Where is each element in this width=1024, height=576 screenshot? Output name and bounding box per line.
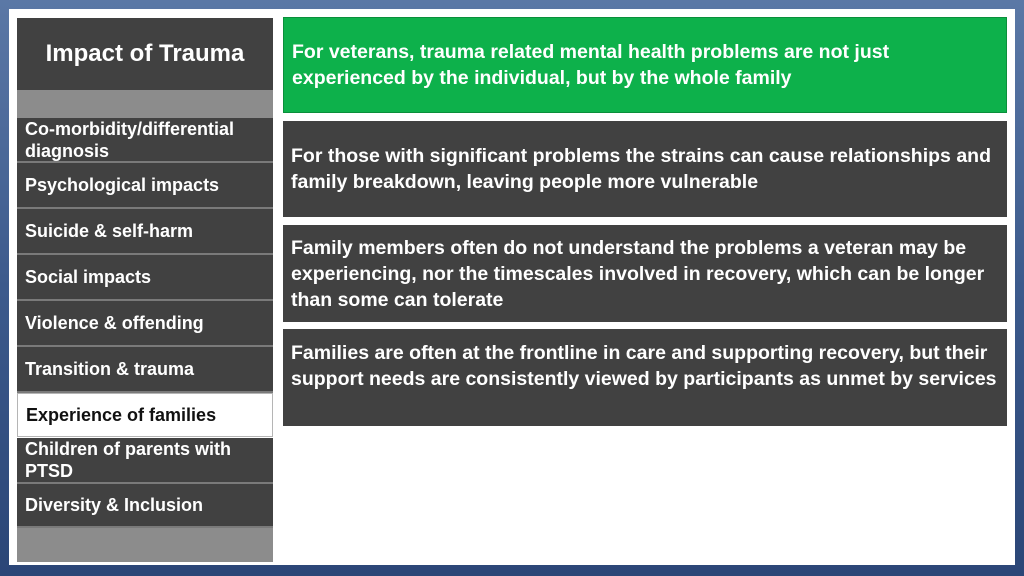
sidebar-item-experience-of-families[interactable]: Experience of families [17,393,273,437]
sidebar-footer [17,528,273,562]
highlight-box: For veterans, trauma related mental health problems are not just experienced by the individual, but by the whole family [283,17,1007,113]
sidebar-item-violence-offending[interactable]: Violence & offending [17,301,273,347]
sidebar-item-children-of-parents-ptsd[interactable]: Children of parents with PTSD [17,438,273,484]
sidebar-item-social-impacts[interactable]: Social impacts [17,255,273,301]
sidebar-item-co-morbidity[interactable]: Co-morbidity/differential diagnosis [17,118,273,163]
content-point-2: Family members often do not understand the problems a veteran may be experiencing, nor the timescales involved in recovery, which can be longer than some can tolerate [283,225,1007,322]
sidebar-item-transition-trauma[interactable]: Transition & trauma [17,347,273,393]
sidebar-item-suicide-self-harm[interactable]: Suicide & self-harm [17,209,273,255]
sidebar-spacer [17,90,273,118]
content-point-3: Families are often at the frontline in care and supporting recovery, but their support needs are consistently viewed by participants as unmet by services [283,329,1007,426]
sidebar-item-psychological-impacts[interactable]: Psychological impacts [17,163,273,209]
content-point-1: For those with significant problems the strains can cause relationships and family breakdown, leaving people more vulnerable [283,121,1007,217]
sidebar-title: Impact of Trauma [17,18,273,90]
sidebar-item-diversity-inclusion[interactable]: Diversity & Inclusion [17,484,273,528]
